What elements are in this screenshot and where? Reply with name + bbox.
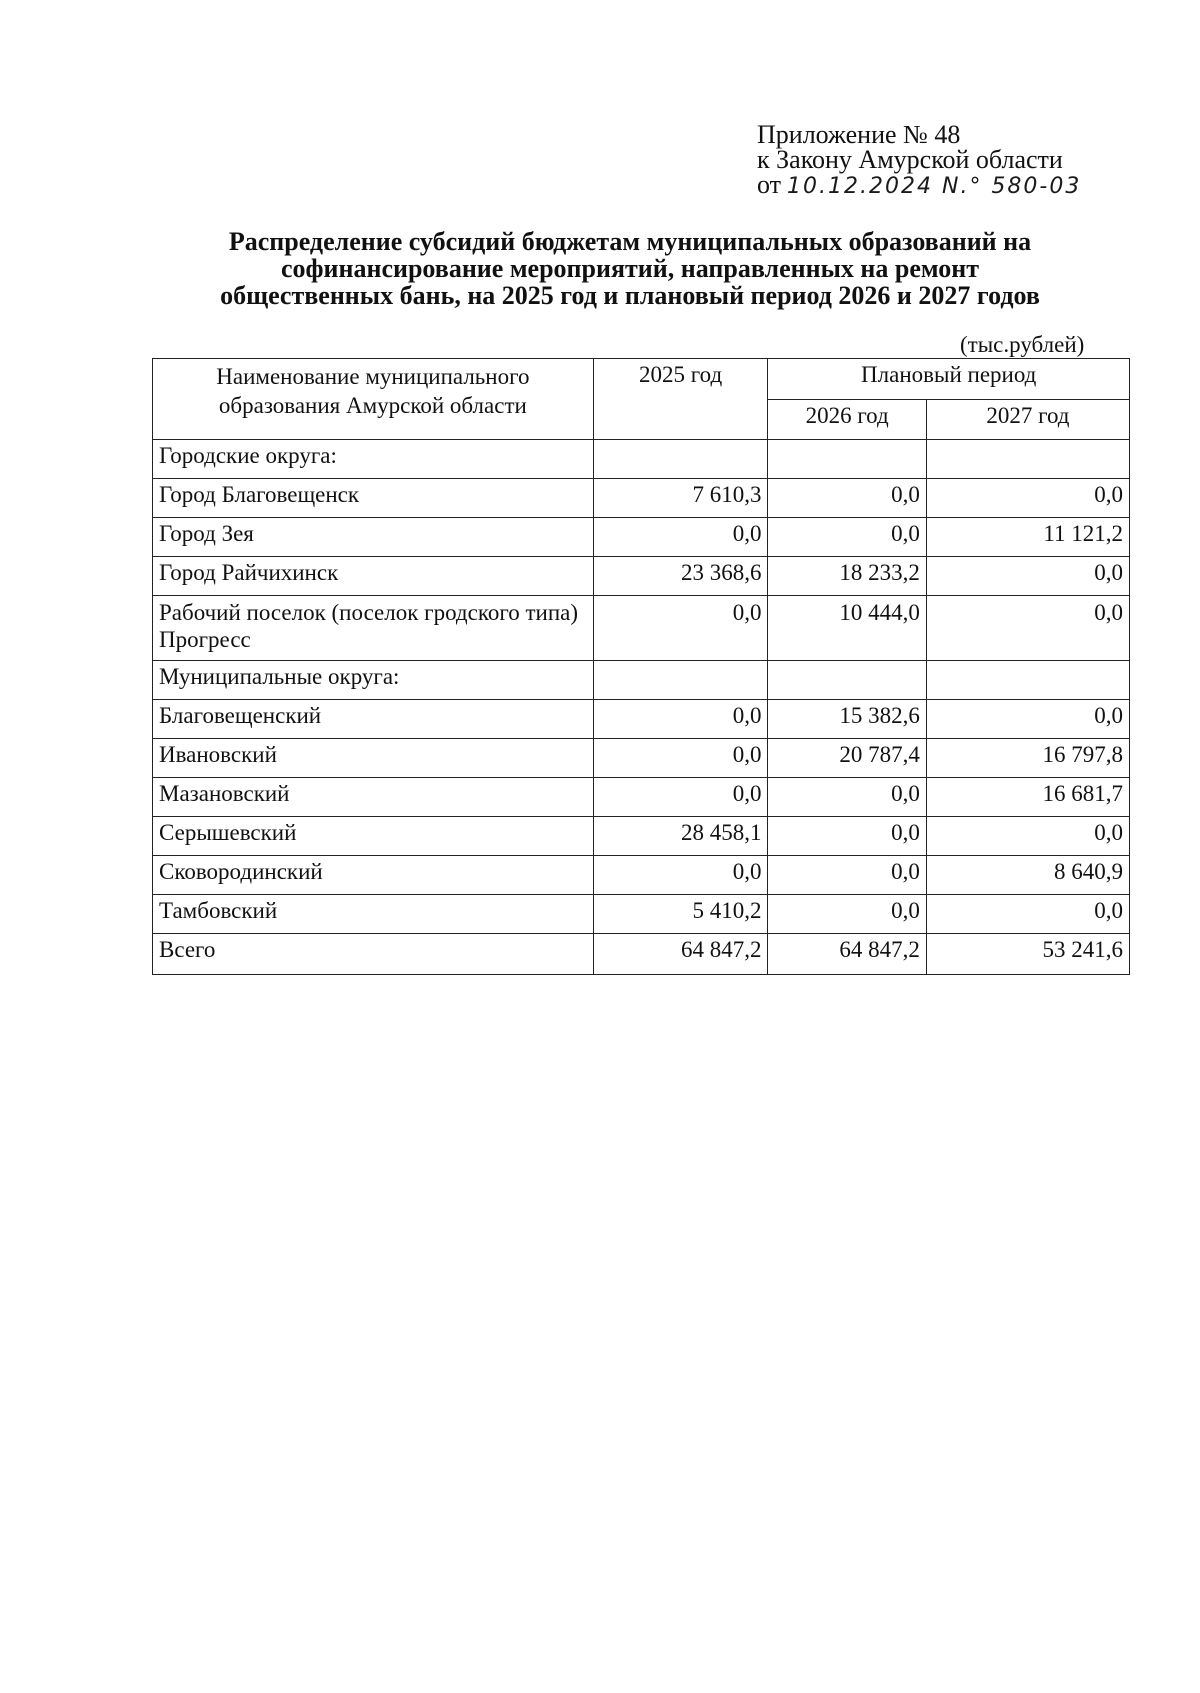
value-2025: 0,0 [593,778,768,817]
header-2026: 2026 год [768,399,926,440]
appendix-date-prefix: от [757,170,782,199]
handwritten-date-number: 10.12.2024 N.° 580-03 [787,174,1082,199]
value-2025: 23 368,6 [593,557,768,596]
units-label: (тыс.рублей) [960,332,1085,357]
total-label: Всего [153,934,594,975]
value-2027: 16 681,7 [926,778,1129,817]
table-row [153,596,1130,661]
value-2027: 8 640,9 [926,856,1129,895]
table-row [153,557,1130,596]
appendix-header [757,122,1177,199]
value-2025: 0,0 [593,518,768,557]
value-2026: 0,0 [768,518,926,557]
value-2026: 15 382,6 [768,700,926,739]
table-row [153,479,1130,518]
value-2027: 0,0 [926,895,1129,934]
value-2025: 5 410,2 [593,895,768,934]
header-2025: 2025 год [593,359,768,440]
value-2027: 0,0 [926,596,1129,661]
title-line-1: Распределение субсидий бюджетам муниципальных образований на [228,227,1032,256]
value-2027: 16 797,8 [926,739,1129,778]
value-2026: 18 233,2 [768,557,926,596]
value-2026: 0,0 [768,778,926,817]
value-2025: 0,0 [593,739,768,778]
value-2026: 20 787,4 [768,739,926,778]
section-city-districts: Городские округа: [153,440,594,479]
value-2025: 7 610,3 [593,479,768,518]
value-2026: 10 444,0 [768,596,926,661]
value-2026: 0,0 [768,856,926,895]
row-name: Серышевский [153,817,594,856]
row-name: Сковородинский [153,856,594,895]
table-row [153,856,1130,895]
document-title [150,228,1110,309]
total-2026: 64 847,2 [768,934,926,975]
row-name: Город Зея [153,518,594,557]
total-2027: 53 241,6 [926,934,1129,975]
total-row [153,934,1130,975]
row-name: Город Райчихинск [153,557,594,596]
row-name: Тамбовский [153,895,594,934]
value-2025: 28 458,1 [593,817,768,856]
section-municipal-districts: Муниципальные округа: [153,661,594,700]
value-2026: 0,0 [768,479,926,518]
row-name: Рабочий поселок (поселок гродского типа) Прогресс [153,596,594,661]
total-2025: 64 847,2 [593,934,768,975]
row-name: Город Благовещенск [153,479,594,518]
appendix-number: Приложение № 48 [757,120,961,149]
header-planned-period: Плановый период [768,359,1130,400]
value-2026: 0,0 [768,895,926,934]
value-2027: 0,0 [926,557,1129,596]
value-2025: 0,0 [593,700,768,739]
subsidy-table [152,358,1130,975]
value-2027: 0,0 [926,700,1129,739]
row-name: Ивановский [153,739,594,778]
value-2025: 0,0 [593,856,768,895]
title-line-3: общественных бань, на 2025 год и плановый период 2026 и 2027 годов [220,281,1040,310]
appendix-date-line [757,172,1177,199]
value-2025: 0,0 [593,596,768,661]
table-row [153,895,1130,934]
table-row [153,778,1130,817]
header-name: Наименование муниципального образования Амурской области [153,359,594,440]
value-2027: 0,0 [926,817,1129,856]
table-row [153,518,1130,557]
title-line-2: софинансирование мероприятий, направленных на ремонт [280,254,980,283]
table-row [153,700,1130,739]
value-2027: 11 121,2 [926,518,1129,557]
row-name: Благовещенский [153,700,594,739]
header-2027: 2027 год [926,399,1129,440]
table-row [153,739,1130,778]
value-2026: 0,0 [768,817,926,856]
value-2027: 0,0 [926,479,1129,518]
row-name: Мазановский [153,778,594,817]
table-row [153,817,1130,856]
appendix-law-reference: к Закону Амурской области [757,145,1063,174]
